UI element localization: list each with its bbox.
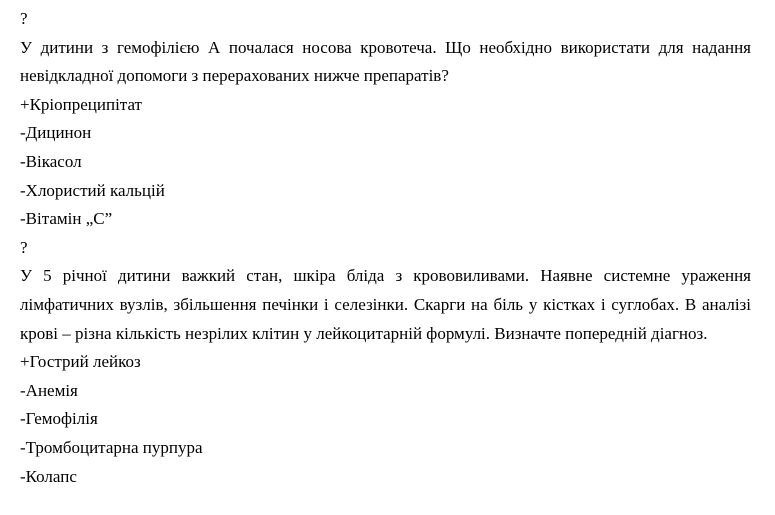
answer-option: -Анемія <box>20 380 78 400</box>
answer-option: -Колапс <box>20 466 77 486</box>
question-text: У дитини з гемофілією А почалася носова кровотеча. Що необхідно використати для надання невідкладної допомоги з перерахованих нижче препаратів? <box>20 37 751 86</box>
question-marker: ? <box>20 237 28 257</box>
answer-option: -Вікасол <box>20 151 82 171</box>
answer-option-correct: +Гострий лейкоз <box>20 352 141 372</box>
answer-list <box>20 91 751 234</box>
question-text: У 5 річної дитини важкий стан, шкіра бліда з крововиливами. Наявне системне ураження лімфатичних вузлів, збільшення печінки і селезінки. Скарги на біль у кістках і суглобах. В аналізі крові – різна кількість незрілих клітин у лейкоцитарній формулі. Визначте попередній діагноз. <box>20 266 751 343</box>
answer-option: -Тромбоцитарна пурпура <box>20 437 203 457</box>
answer-option: -Вітамін „С” <box>20 209 113 229</box>
question-block <box>20 234 751 491</box>
answer-option: -Дицинон <box>20 123 92 143</box>
answer-list <box>20 348 751 491</box>
question-marker: ? <box>20 9 28 28</box>
answer-option-correct: +Кріопреципітат <box>20 94 142 114</box>
answer-option: -Хлористий кальцій <box>20 180 165 200</box>
question-block <box>20 5 751 234</box>
answer-option: -Гемофілія <box>20 409 98 429</box>
